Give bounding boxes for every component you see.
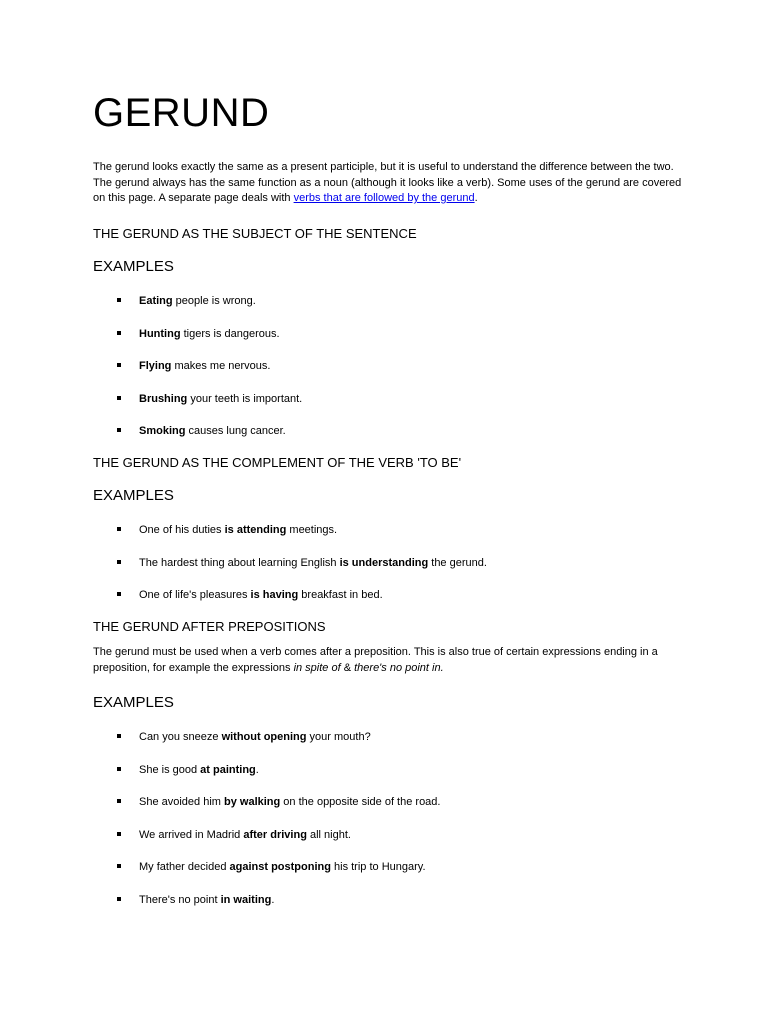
bullet-square-icon — [117, 897, 121, 901]
example-sentence: One of life's pleasures is having breakfast in bed. — [139, 589, 383, 601]
example-sentence: Can you sneeze without opening your mouth? — [139, 731, 371, 743]
example-sentence: My father decided against postponing his trip to Hungary. — [139, 861, 426, 873]
bullet-square-icon — [117, 799, 121, 803]
example-sentence: One of his duties is attending meetings. — [139, 524, 338, 536]
bullet-square-icon — [117, 298, 121, 302]
examples-heading-prepositions: EXAMPLES — [93, 694, 174, 711]
bullet-square-icon — [117, 331, 121, 335]
section-heading-complement: THE GERUND AS THE COMPLEMENT OF THE VERB 'TO BE' — [93, 455, 462, 470]
bullet-square-icon — [117, 363, 121, 367]
examples-heading-complement: EXAMPLES — [93, 487, 174, 504]
example-sentence: We arrived in Madrid after driving all night. — [139, 828, 351, 841]
bullet-square-icon — [117, 864, 121, 868]
example-sentence: Smoking causes lung cancer. — [139, 425, 286, 437]
bullet-square-icon — [117, 560, 121, 564]
bullet-square-icon — [117, 527, 121, 531]
page-title: GERUND — [93, 91, 270, 135]
example-sentence: There's no point in waiting. — [139, 893, 275, 906]
example-sentence: Eating people is wrong. — [139, 295, 256, 307]
example-sentence: She avoided him by walking on the opposite side of the road. — [139, 796, 441, 808]
section-heading-prepositions: THE GERUND AFTER PREPOSITIONS — [93, 619, 326, 634]
bullet-square-icon — [117, 428, 121, 432]
example-sentence: She is good at painting. — [139, 763, 259, 776]
examples-heading-subject: EXAMPLES — [93, 258, 174, 275]
bullet-square-icon — [117, 767, 121, 771]
bullet-square-icon — [117, 396, 121, 400]
intro-text: The gerund looks exactly the same as a present participle, but it is useful to understand the difference between the two. The gerund always has the same function as a noun (although it looks like a verb). Some uses of the gerund are covered on this page. A separate page deals with — [93, 161, 682, 204]
intro-text-end: . — [474, 192, 478, 204]
example-sentence: Brushing your teeth is important. — [139, 392, 303, 405]
verbs-followed-by-gerund-link[interactable]: verbs that are followed by the gerund — [293, 192, 475, 204]
bullet-square-icon — [117, 592, 121, 596]
expression-in-spite-of: in spite of — [293, 661, 341, 674]
prepositions-paragraph: The gerund must be used when a verb comes after a preposition. This is also true of certain expressions ending in a preposition, for example the expressions in spite of & there's no point in. — [93, 646, 658, 674]
example-sentence: The hardest thing about learning English is understanding the gerund. — [139, 556, 487, 569]
example-sentence: Hunting tigers is dangerous. — [139, 327, 280, 340]
intro-paragraph — [93, 160, 683, 207]
example-sentence: Flying makes me nervous. — [139, 360, 271, 372]
bullet-square-icon — [117, 734, 121, 738]
section-heading-subject: THE GERUND AS THE SUBJECT OF THE SENTENCE — [93, 226, 417, 241]
expression-theres-no-point-in: there's no point in. — [354, 661, 444, 674]
bullet-square-icon — [117, 832, 121, 836]
